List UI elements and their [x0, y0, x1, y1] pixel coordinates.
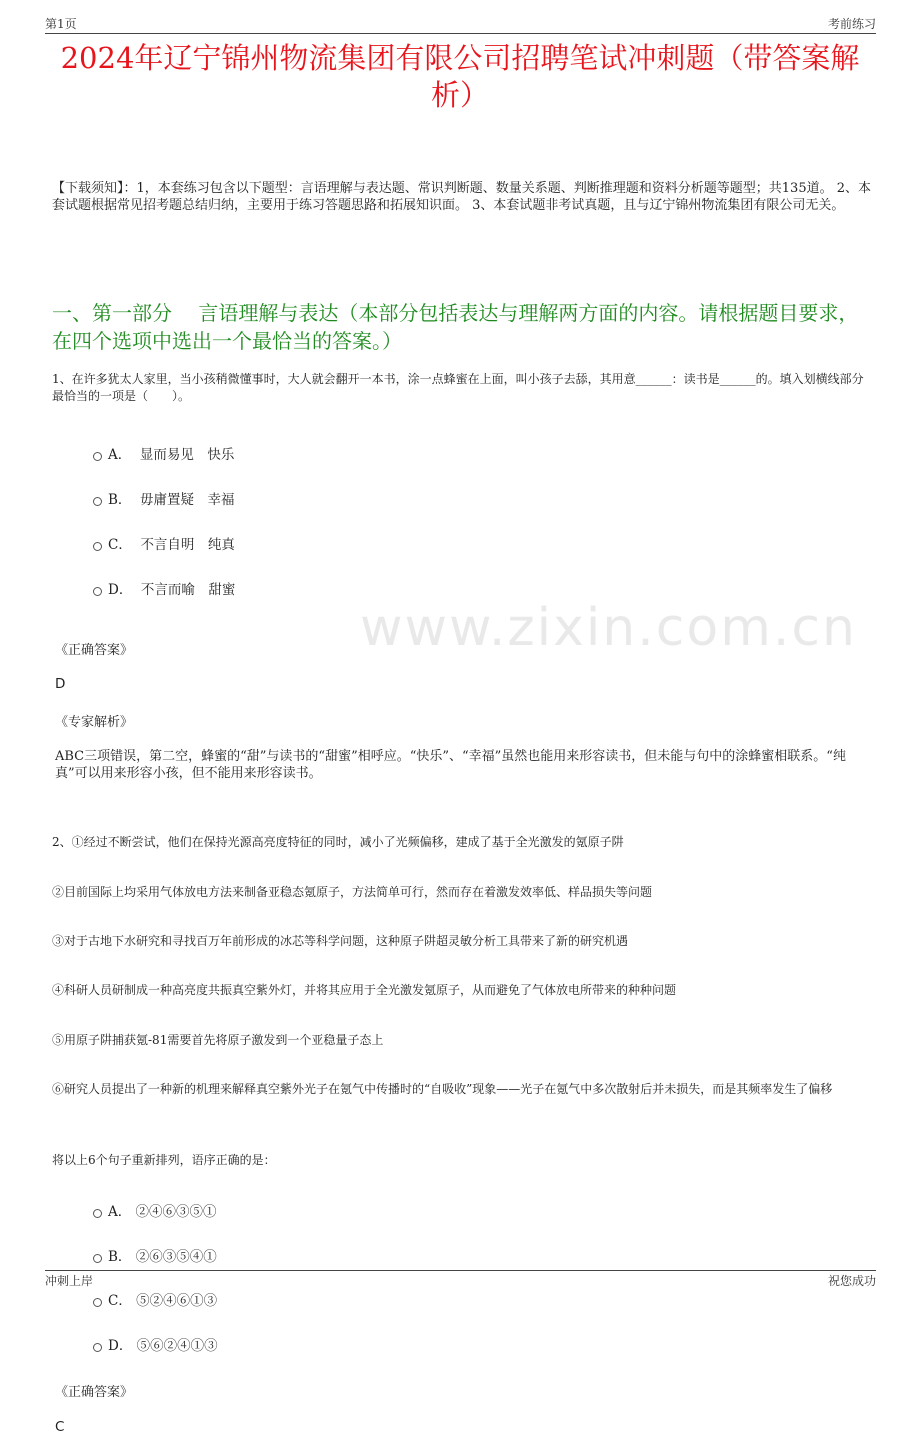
- radio-icon[interactable]: [93, 452, 102, 461]
- answer-header: 《正确答案》: [55, 1385, 134, 1400]
- question-2-option-a[interactable]: [93, 1203, 920, 1221]
- question-2-option-b[interactable]: [93, 1248, 920, 1266]
- option-label: C．: [108, 537, 132, 553]
- option-label: B．: [108, 492, 132, 508]
- document-title: 2024年辽宁锦州物流集团有限公司招聘笔试冲刺题（带答案解析）: [60, 41, 860, 112]
- question-2-option-c[interactable]: [93, 1292, 920, 1310]
- question-2-sentence-2: ②目前国际上均采用气体放电方法来制备亚稳态氪原子，方法简单可行，然而存在着激发效率低、样品损失等问题: [52, 885, 653, 899]
- question-2-sentence-4: ④科研人员研制成一种高亮度共振真空紫外灯，并将其应用于全光激发氪原子，从而避免了气体放电所带来的种种问题: [52, 983, 677, 997]
- option-label: D．: [108, 1338, 133, 1354]
- option-text: ②⑥③⑤④①: [135, 1249, 217, 1265]
- watermark: www.zixin.com.cn: [360, 598, 857, 658]
- analysis-header: 《专家解析》: [55, 715, 134, 730]
- question-1-option-a[interactable]: [93, 446, 920, 464]
- question-1-text: 1、在许多犹太人家里，当小孩稍微懂事时，大人就会翻开一本书，涂一点蜂蜜在上面，叫小孩子去舔，其用意______：读书是______的。填入划横线部分最恰当的一项是（ ）。: [52, 372, 864, 403]
- expert-analysis: ABC三项错误，第二空，蜂蜜的“甜”与读书的“甜蜜”相呼应。“快乐”、“幸福”虽然也能用来形容读书，但未能与句中的涂蜂蜜相联系。“纯真”可以用来形容小孩，但不能用来形容读书。: [55, 749, 846, 781]
- option-text: 不言自明 纯真: [140, 537, 235, 553]
- radio-icon[interactable]: [93, 1254, 102, 1263]
- footer-right: 祝您成功: [827, 1274, 876, 1288]
- option-text: ⑤②④⑥①③: [136, 1293, 218, 1309]
- footer-rule: [45, 1270, 876, 1271]
- option-text: 不言而喻 甜蜜: [140, 582, 236, 598]
- question-2-sentence-5: ⑤用原子阱捕获氪-81需要首先将原子激发到一个亚稳量子态上: [52, 1033, 384, 1047]
- option-label: B．: [108, 1249, 132, 1265]
- option-text: ②④⑥③⑤①: [135, 1204, 217, 1220]
- option-text: 显而易见 快乐: [139, 447, 235, 463]
- question-2-sentence-6: ⑥研究人员提出了一种新的机理来解释真空紫外光子在氪气中传播时的“自吸收”现象——光子在氪气中多次散射后并未损失，而是其频率发生了偏移: [52, 1082, 833, 1096]
- radio-icon[interactable]: [93, 1209, 102, 1218]
- option-label: A．: [108, 447, 132, 463]
- radio-icon[interactable]: [93, 542, 102, 551]
- radio-icon[interactable]: [93, 1298, 102, 1307]
- header-rule: [45, 33, 876, 34]
- option-label: C．: [108, 1293, 132, 1309]
- correct-answer: D: [55, 676, 66, 692]
- option-text: 毋庸置疑 幸福: [140, 492, 235, 508]
- header-label: 考前练习: [827, 17, 876, 31]
- page-number: 第1页: [45, 17, 77, 31]
- question-1-option-c[interactable]: [93, 536, 920, 554]
- radio-icon[interactable]: [93, 587, 102, 596]
- download-notice: 【下载须知】：1，本套练习包含以下题型：言语理解与表达题、常识判断题、数量关系题、判断推理题和资料分析题等题型；共135道。 2、本套试题根据常见招考题总结归纳，主要用于练习答题思路和拓展知识面。 3、本套试题非考试真题，且与辽宁锦州物流集团有限公司无关。: [52, 181, 871, 213]
- question-1-option-b[interactable]: [93, 491, 920, 509]
- section-heading: 一、第一部分 言语理解与表达（本部分包括表达与理解两方面的内容。请根据题目要求，在四个选项中选出一个最恰当的答案。）: [52, 301, 859, 353]
- question-1-option-d[interactable]: [93, 581, 920, 599]
- question-2-sentence-3: ③对于古地下水研究和寻找百万年前形成的冰芯等科学问题，这种原子阱超灵敏分析工具带来了新的研究机遇: [52, 934, 629, 948]
- correct-answer: C: [55, 1419, 65, 1435]
- option-label: A．: [108, 1204, 132, 1220]
- footer-left: 冲刺上岸: [45, 1274, 94, 1288]
- question-2-sentence-1: 2、①经过不断尝试，他们在保持光源高亮度特征的同时，减小了光频偏移，建成了基于全光激发的氪原子阱: [52, 835, 624, 849]
- answer-header: 《正确答案》: [55, 643, 134, 658]
- question-2-option-d[interactable]: [93, 1337, 920, 1355]
- question-2-prompt: 将以上6个句子重新排列，语序正确的是：: [52, 1153, 276, 1167]
- option-label: D．: [108, 582, 133, 598]
- radio-icon[interactable]: [93, 497, 102, 506]
- radio-icon[interactable]: [93, 1343, 102, 1352]
- option-text: ⑤⑥②④①③: [136, 1338, 218, 1354]
